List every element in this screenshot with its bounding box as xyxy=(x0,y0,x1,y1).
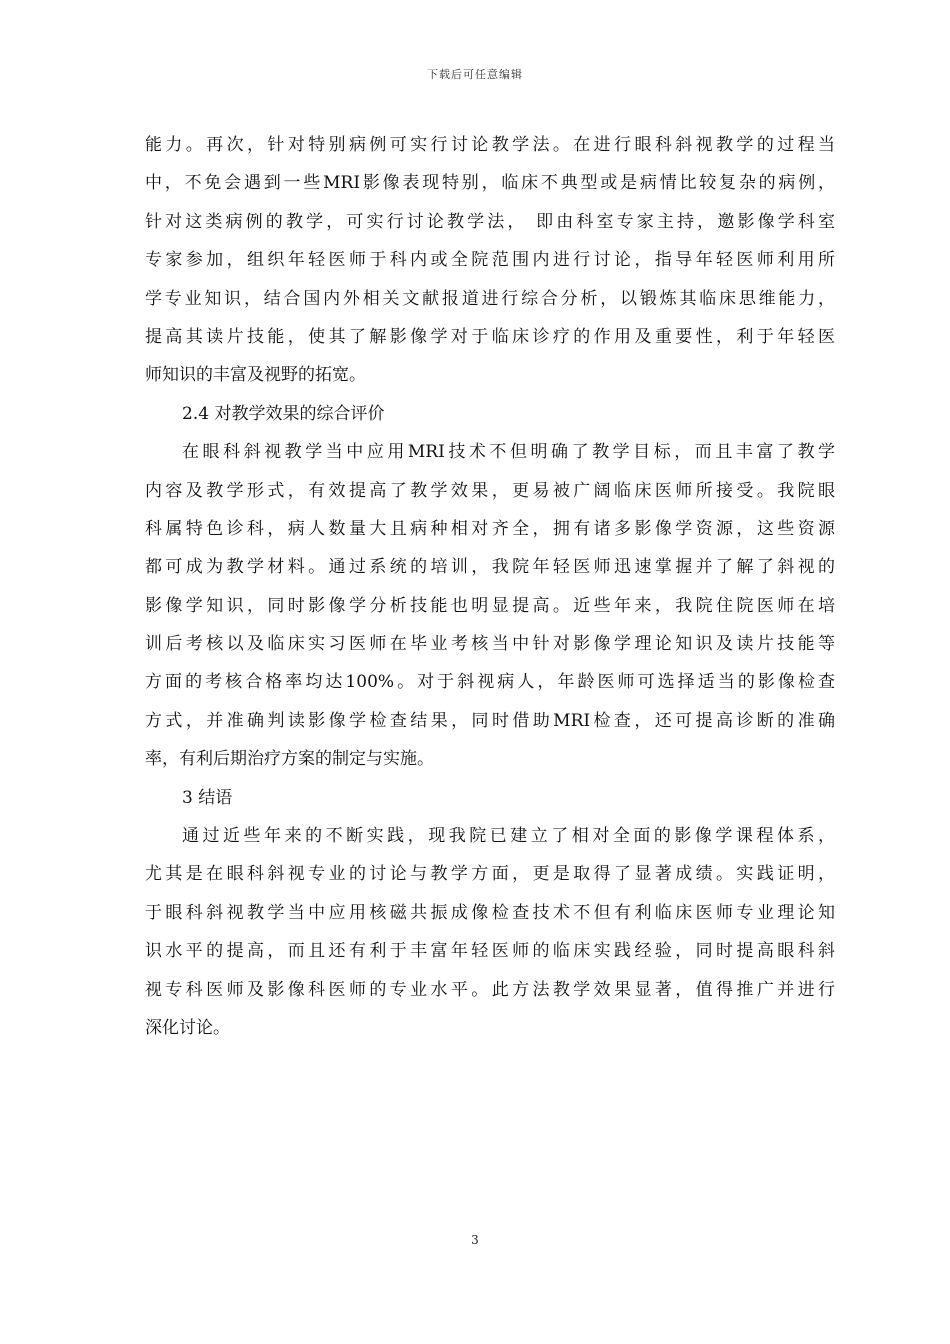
text-line: 尤其是在眼科斜视专业的讨论与教学方面，更是取得了显著成绩。实践证明， xyxy=(145,864,835,885)
text-line: 深化讨论。 xyxy=(145,1017,230,1038)
text-line: 方式，并准确判读影像学检查结果，同时借助MRI检查，还可提高诊断的准确 xyxy=(145,710,835,731)
text-line: 中，不免会遇到一些MRI影像表现特别，临床不典型或是病情比较复杂的病例， xyxy=(145,173,835,194)
text-line: 率，有利后期治疗方案的制定与实施。 xyxy=(145,749,434,770)
text-line: 提高其读片技能，使其了解影像学对于临床诊疗的作用及重要性，利于年轻医 xyxy=(145,326,835,347)
text-line: 针对这类病例的教学，可实行讨论教学法， 即由科室专家主持，邀影像学科室 xyxy=(145,211,835,232)
text-line: 在眼科斜视教学当中应用MRI技术不但明确了教学目标，而且丰富了教学 xyxy=(182,442,835,463)
page-header: 下载后可任意编辑 xyxy=(427,68,523,81)
paragraph-continued xyxy=(145,126,835,395)
text-line: 训后考核以及临床实习医师在毕业考核当中针对影像学理论知识及读片技能等 xyxy=(145,634,835,655)
paragraph-section-2-4 xyxy=(145,433,835,779)
text-line: 师知识的丰富及视野的拓宽。 xyxy=(145,365,366,386)
page-number: 3 xyxy=(471,1233,479,1247)
text-line: 专家参加，组织年轻医师于科内或全院范围内进行讨论，指导年轻医师利用所 xyxy=(145,250,835,271)
text-line: 都可成为教学材料。通过系统的培训，我院年轻医师迅速掌握并了解了斜视的 xyxy=(145,557,835,578)
text-line: 识水平的提高，而且还有利于丰富年轻医师的临床实践经验，同时提高眼科斜 xyxy=(145,941,835,962)
paragraph-section-3 xyxy=(145,817,835,1047)
text-line: 科属特色诊科，病人数量大且病种相对齐全，拥有诸多影像学资源，这些资源 xyxy=(145,518,835,539)
text-line: 内容及教学形式，有效提高了教学效果，更易被广阔临床医师所接受。我院眼 xyxy=(145,480,835,501)
section-heading-3: 3 结语 xyxy=(182,787,233,808)
text-line: 影像学知识，同时影像学分析技能也明显提高。近些年来，我院住院医师在培 xyxy=(145,595,835,616)
section-heading-2-4: 2.4 对教学效果的综合评价 xyxy=(182,403,385,424)
text-line: 于眼科斜视教学当中应用核磁共振成像检查技术不但有利临床医师专业理论知 xyxy=(145,902,835,923)
text-line: 能力。再次，针对特别病例可实行讨论教学法。在进行眼科斜视教学的过程当 xyxy=(145,135,835,155)
document-body xyxy=(145,126,835,1047)
text-line: 视专科医师及影像科医师的专业水平。此方法教学效果显著，值得推广并进行 xyxy=(145,979,835,1000)
text-line: 方面的考核合格率均达100%。对于斜视病人，年龄医师可选择适当的影像检查 xyxy=(145,672,835,693)
text-line: 通过近些年来的不断实践，现我院已建立了相对全面的影像学课程体系， xyxy=(182,826,835,847)
text-line: 学专业知识，结合国内外相关文献报道进行综合分析，以锻炼其临床思维能力， xyxy=(145,288,835,309)
